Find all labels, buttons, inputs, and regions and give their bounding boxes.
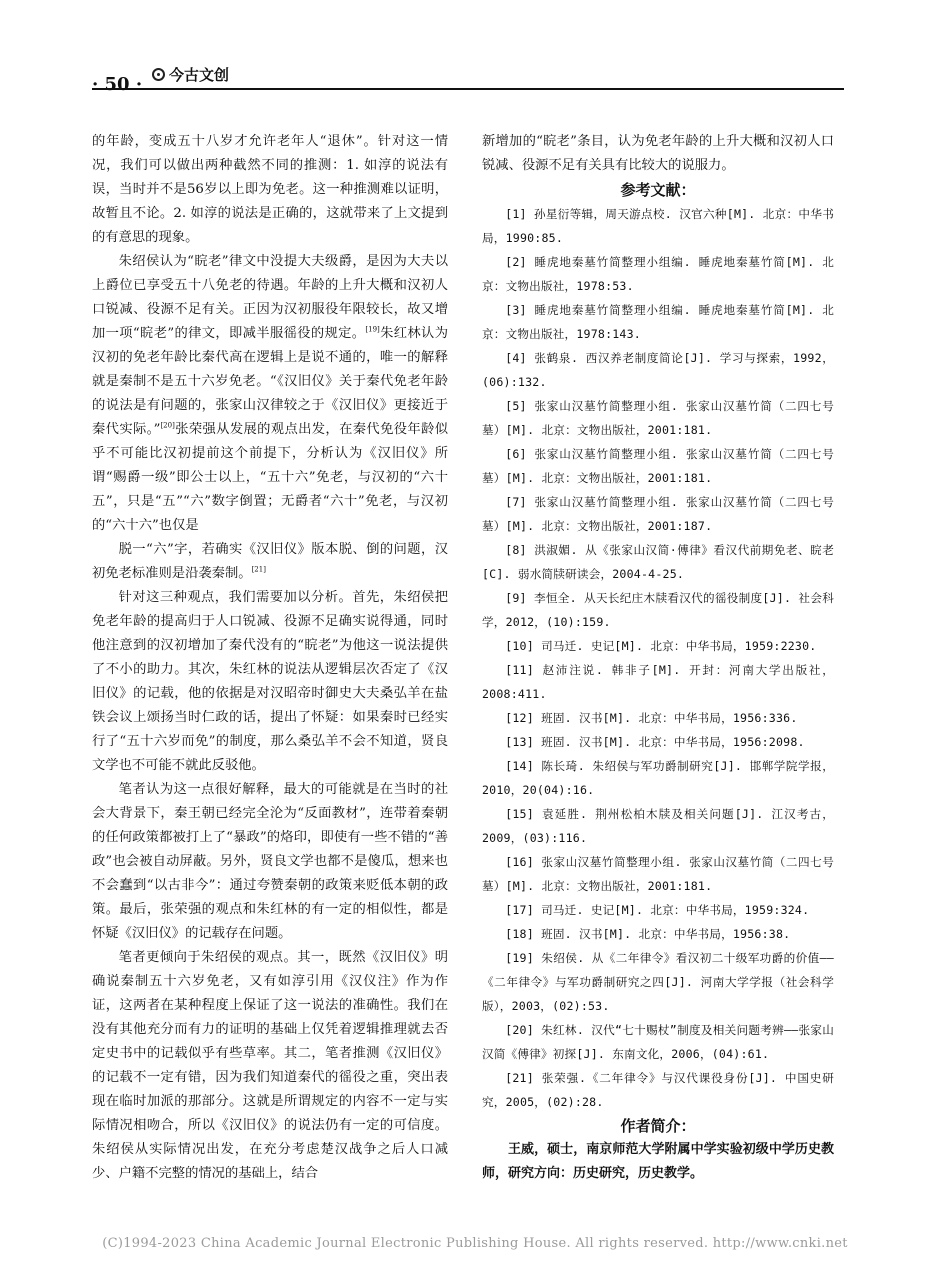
reference-item: [9] 李恒全. 从天长纪庄木牍看汉代的徭役制度[J]. 社会科学，2012，(10):159. (482, 591, 834, 629)
paragraph: 针对这三种观点，我们需要加以分析。首先，朱绍侯把免老年龄的提高归于人口锐减、役源不足确实说得通，同时他注意到的汉初增加了秦代没有的“睆老”为他这一说法提供了不小的助力。其次，朱红林的说法从逻辑层次否定了《汉旧仪》的记载，他的依据是对汉昭帝时御史大夫桑弘羊在盐铁会议上颂扬当时仁政的话，提出了怀疑：如果秦时已经实行了“五十六岁而免”的制度，那么桑弘羊不会不知道，贤良文学也不可能不就此反驳他。 (92, 590, 448, 773)
journal-logo-icon (152, 68, 165, 81)
reference-item: [15] 袁延胜. 荆州松柏木牍及相关问题[J]. 江汉考古，2009，(03):116. (482, 807, 834, 845)
page-number: · 50 · (92, 74, 143, 95)
paragraph: 朱绍侯认为“睆老”律文中没提大夫级爵，是因为大夫以上爵位已享受五十八免老的待遇。年龄的上升大概和汉初人口锐减、役源不足有关。正因为汉初服役年限较长，故又增加一项“睆老”的律文，即减半服徭役的规定。[19]朱红林认为汉初的免老年龄比秦代高在逻辑上是说不通的，唯一的解释就是秦制不是五十六岁免老。“《汉旧仪》关于秦代免老年龄的说法是有问题的，张家山汉律较之于《汉旧仪》更接近于秦代实际。”[20]张荣强从发展的观点出发，在秦代免役年龄似乎不可能比汉初提前这个前提下，分析认为《汉旧仪》所谓“赐爵一级”即公士以上，“五十六”免老，与汉初的“六十五”，只是“五”“六”数字倒置；无爵者“六十”免老，与汉初的“六十六”也仅是 (92, 254, 449, 533)
copyright-footer: (C)1994-2023 China Academic Journal Electronic Publishing House. All rights reserved. http://www.cnki.net (102, 1236, 848, 1251)
reference-item: [2] 睡虎地秦墓竹简整理小组编. 睡虎地秦墓竹简[M]. 北京：文物出版社，1978:53. (482, 255, 834, 293)
citation-marker: [20] (160, 421, 175, 430)
author-heading: 作者简介： (620, 1117, 696, 1135)
header-rule (92, 88, 844, 90)
reference-item: [14] 陈长琦. 朱绍侯与军功爵制研究[J]. 邯郸学院学报，2010，20(04):16. (482, 759, 834, 797)
reference-item: [16] 张家山汉墓竹简整理小组. 张家山汉墓竹简（二四七号墓）[M]. 北京：文物出版社，2001:181. (482, 855, 834, 893)
journal-name: 今古文创 (169, 66, 230, 84)
reference-item: [17] 司马迁. 史记[M]. 北京：中华书局，1959:324. (505, 903, 810, 917)
right-column (482, 130, 834, 1186)
reference-item: [11] 赵沛注说. 韩非子[M]. 开封：河南大学出版社，2008:411. (482, 663, 834, 701)
page-header (92, 64, 844, 96)
citation-marker: [19] (365, 325, 380, 334)
reference-item: [19] 朱绍侯. 从《二年律令》看汉初二十级军功爵的价值——《二年律令》与军功爵制研究之四[J]. 河南大学学报（社会科学版），2003，(02):53. (482, 951, 834, 1013)
reference-list (482, 202, 834, 1114)
reference-item: [21] 张荣强.《二年律令》与汉代课役身份[J]. 中国史研究，2005，(02):28. (482, 1071, 834, 1109)
citation-marker: [21] (251, 565, 266, 574)
reference-item: [12] 班固. 汉书[M]. 北京：中华书局，1956:336. (505, 711, 798, 725)
reference-item: [7] 张家山汉墓竹简整理小组. 张家山汉墓竹简（二四七号墓）[M]. 北京：文物出版社，2001:187. (482, 495, 834, 533)
paragraph: 的年龄，变成五十八岁才允许老年人“退休”。针对这一情况，我们可以做出两种截然不同的推测：1. 如淳的说法有误，当时并不是56岁以上即为免老。这一种推测难以证明，故暂且不论。2. 如淳的说法是正确的，这就带来了上文提到的有意思的现象。 (92, 134, 448, 245)
reference-item: [3] 睡虎地秦墓竹简整理小组编. 睡虎地秦墓竹简[M]. 北京：文物出版社，1978:143. (482, 303, 834, 341)
paragraph: 脱一“六”字，若确实《汉旧仪》版本脱、倒的问题，汉初免老标准则是沿袭秦制。[21] (92, 542, 448, 581)
reference-item: [13] 班固. 汉书[M]. 北京：中华书局，1956:2098. (505, 735, 805, 749)
reference-item: [6] 张家山汉墓竹简整理小组. 张家山汉墓竹简（二四七号墓）[M]. 北京：文物出版社，2001:181. (482, 447, 834, 485)
journal-title (152, 64, 229, 85)
paragraph: 新增加的“睆老”条目，认为免老年龄的上升大概和汉初人口锐减、役源不足有关具有比较大的说服力。 (482, 134, 834, 173)
reference-item: [10] 司马迁. 史记[M]. 北京：中华书局，1959:2230. (505, 639, 817, 653)
reference-item: [20] 朱红林. 汉代“七十赐杖”制度及相关问题考辨——张家山汉简《傅律》初探[J]. 东南文化，2006，(04):61. (482, 1023, 834, 1061)
reference-item: [18] 班固. 汉书[M]. 北京：中华书局，1956:38. (505, 927, 791, 941)
reference-item: [8] 洪淑媚. 从《张家山汉简·傅律》看汉代前期免老、睆老[C]. 弱水简牍研读会，2004-4-25. (482, 543, 834, 581)
paragraph: 笔者认为这一点很好解释，最大的可能就是在当时的社会大背景下，秦王朝已经完全沦为“反面教材”，连带着秦朝的任何政策都被打上了“暴政”的烙印，即使有一些不错的“善政”也会被自动屏蔽。另外，贤良文学也都不是傻瓜，想来也不会蠢到“以古非今”：通过夸赞秦朝的政策来贬低本朝的政策。最后，张荣强的观点和朱红林的有一定的相似性，都是怀疑《汉旧仪》的记载存在问题。 (92, 782, 448, 941)
reference-item: [5] 张家山汉墓竹简整理小组. 张家山汉墓竹简（二四七号墓）[M]. 北京：文物出版社，2001:181. (482, 399, 834, 437)
paragraph: 笔者更倾向于朱绍侯的观点。其一，既然《汉旧仪》明确说秦制五十六岁免老，又有如淳引用《汉仪注》作为作证，这两者在某种程度上保证了这一说法的准确性。我们在没有其他充分而有力的证明的基础上仅凭着逻辑推理就去否定史书中的记载似乎有些草率。其二，笔者推测《汉旧仪》的记载不一定有错，因为我们知道秦代的徭役之重，突出表现在临时加派的那部分。这就是所谓规定的内容不一定与实际情况相吻合，所以《汉旧仪》的说法仍有一定的可信度。朱绍侯从实际情况出发，在充分考虑楚汉战争之后人口减少、户籍不完整的情况的基础上，结合 (92, 950, 448, 1181)
author-bio: 王威，硕士，南京师范大学附属中学实验初级中学历史教师，研究方向：历史研究，历史教学。 (482, 1142, 834, 1181)
reference-item: [4] 张鹤泉. 西汉养老制度简论[J]. 学习与探索，1992，(06):132. (482, 351, 834, 389)
references-heading: 参考文献： (620, 181, 696, 199)
reference-item: [1] 孙星衍等辑，周天游点校. 汉官六种[M]. 北京：中华书局，1990:85. (482, 207, 834, 245)
left-column (92, 130, 448, 1186)
